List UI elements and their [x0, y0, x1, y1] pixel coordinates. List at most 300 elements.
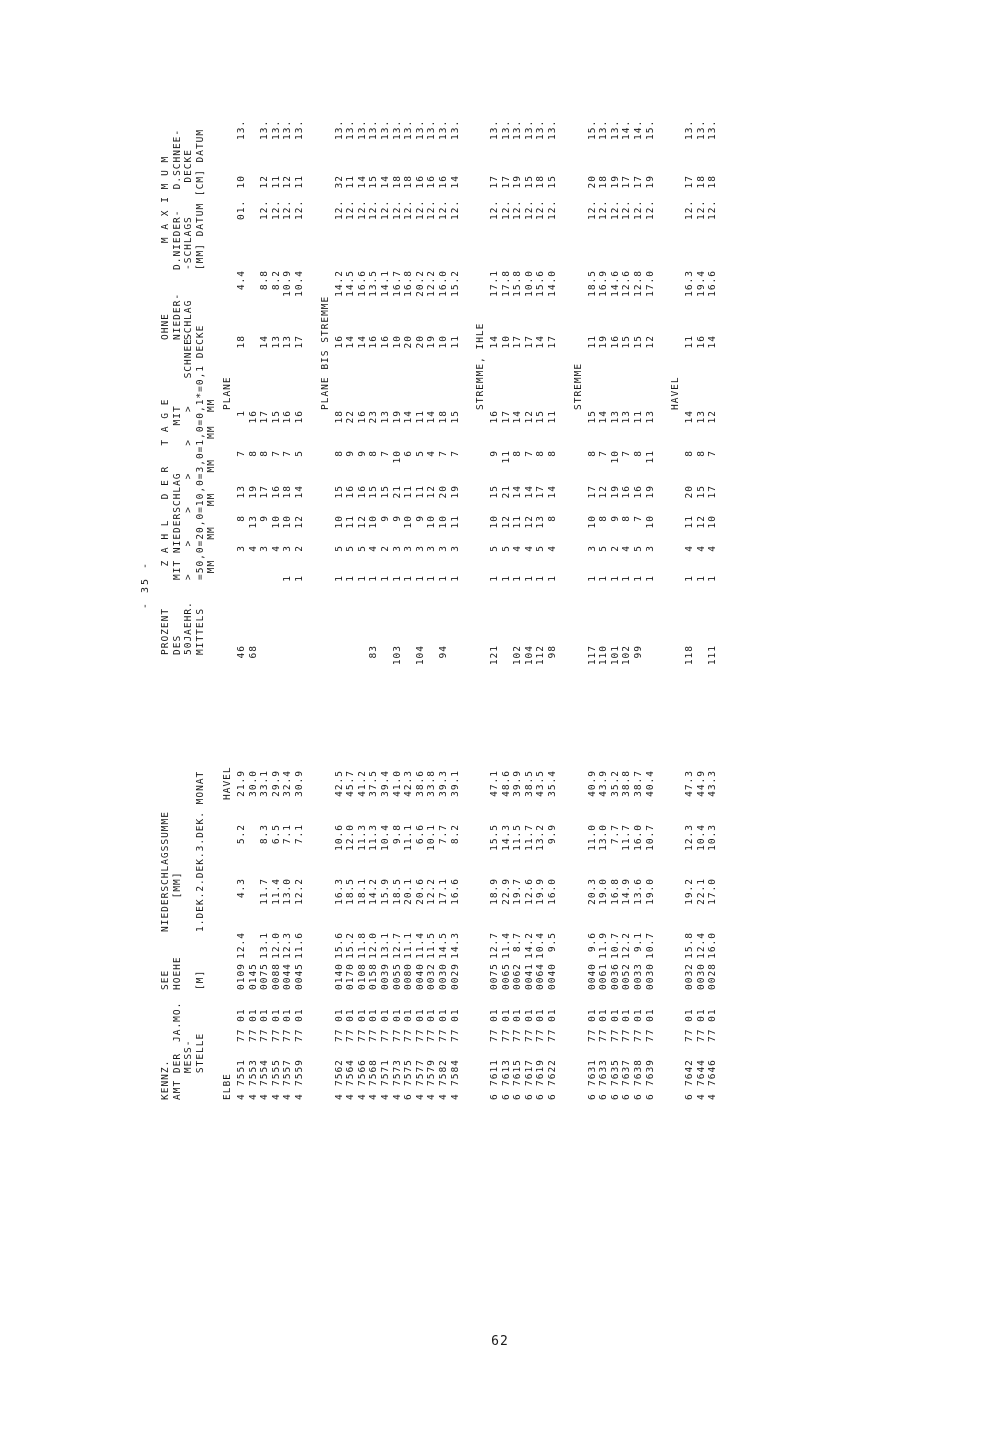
table-cell: 9 — [414, 515, 426, 522]
table-cell: 4 — [356, 1093, 368, 1100]
table-cell: 6 — [403, 1093, 415, 1100]
table-cell: 5 — [489, 545, 501, 552]
table-cell: 10 — [368, 515, 380, 529]
table-cell: 13.6 — [633, 878, 645, 905]
table-cell: 13. — [270, 119, 282, 140]
table-cell: 17.0 — [707, 878, 719, 905]
table-cell: 10 — [391, 450, 403, 464]
sub-section-label: HAVEL — [670, 376, 682, 410]
table-cell: 77 01 — [523, 1008, 535, 1042]
table-cell: 77 01 — [403, 1008, 415, 1042]
table-cell: 9.6 — [586, 932, 598, 953]
table-cell: 101 — [609, 645, 621, 666]
table-cell: 14 — [684, 410, 696, 424]
table-cell: 14.1 — [379, 270, 391, 297]
table-cell: 6.6 — [414, 824, 426, 845]
table-cell: 18 — [403, 175, 415, 189]
table-cell: 17 — [523, 335, 535, 349]
table-section — [320, 70, 462, 1100]
column-header-ohne-niederschlag: OHNE NIEDER- SCHLAG — [160, 292, 194, 340]
table-cell: 7637 — [621, 1059, 633, 1086]
table-cell: 14. — [633, 119, 645, 140]
table-cell: 13. — [489, 119, 501, 140]
table-cell: 38.7 — [633, 770, 645, 797]
table-cell: 7644 — [695, 1059, 707, 1086]
table-cell: 20 — [684, 485, 696, 499]
table-cell: 10 — [500, 335, 512, 349]
table-cell: 13. — [414, 119, 426, 140]
page-header: - 35 - — [140, 560, 151, 610]
table-cell: 11.1 — [403, 824, 415, 851]
table-cell: 18.5 — [345, 878, 357, 905]
table-cell: 3 — [391, 545, 403, 552]
table-cell: 9 — [379, 515, 391, 522]
table-row — [512, 70, 524, 1100]
table-cell: 11.7 — [259, 878, 271, 905]
table-row — [450, 70, 462, 1100]
table-cell: 16 — [489, 410, 501, 424]
table-cell: 77 01 — [270, 1008, 282, 1042]
table-cell: 20 — [414, 335, 426, 349]
table-cell: 12. — [426, 199, 438, 220]
table-cell: 7568 — [368, 1059, 380, 1086]
table-cell: 15. — [586, 119, 598, 140]
table-cell: 7 — [282, 450, 294, 457]
section-label-row — [475, 70, 489, 1100]
table-cell: 33.1 — [259, 770, 271, 797]
table-cell: 9 — [609, 515, 621, 522]
table-cell: 14 — [356, 335, 368, 349]
table-cell: 12. — [644, 199, 656, 220]
table-cell: 18.9 — [489, 878, 501, 905]
table-cell: 12. — [333, 199, 345, 220]
table-cell: 10 — [282, 515, 294, 529]
table-row — [345, 70, 357, 1100]
table-cell: 77 01 — [707, 1008, 719, 1042]
table-cell: 4 — [270, 1093, 282, 1100]
table-cell: 1 — [535, 575, 547, 582]
table-cell: 99 — [633, 645, 645, 659]
table-cell: 8 — [333, 450, 345, 457]
table-row — [535, 70, 547, 1100]
table-cell: 11.4 — [270, 878, 282, 905]
table-cell: 6 — [644, 1093, 656, 1100]
table-cell: 11 — [684, 335, 696, 349]
table-cell: 77 01 — [684, 1008, 696, 1042]
table-cell: 16 — [695, 335, 707, 349]
table-cell: 6 — [535, 1093, 547, 1100]
table-cell: 5 — [293, 450, 305, 457]
table-cell: 3 — [437, 545, 449, 552]
table-cell: 18 — [707, 175, 719, 189]
column-header-niederschlagssumme: NIEDERSCHLAGSSUMME [MM] 1.DEK.2.DEK.3.DEK. MONAT — [160, 770, 206, 932]
table-cell: 0064 — [535, 963, 547, 990]
table-cell: 0052 — [621, 963, 633, 990]
table-cell: 8.8 — [259, 270, 271, 291]
table-cell: 7562 — [333, 1059, 345, 1086]
table-cell: 10 — [489, 515, 501, 529]
table-cell: 5 — [535, 545, 547, 552]
table-cell: 12. — [633, 199, 645, 220]
table-cell: 7575 — [403, 1059, 415, 1086]
table-cell: 0041 — [523, 963, 535, 990]
table-cell: 7 — [379, 450, 391, 457]
table-cell: 16.0 — [547, 878, 559, 905]
table-cell: 14. — [621, 119, 633, 140]
table-cell: 16.9 — [598, 270, 610, 297]
table-cell: 16 — [356, 410, 368, 424]
table-cell: 7566 — [356, 1059, 368, 1086]
table-cell: 14.2 — [368, 878, 380, 905]
table-cell: 17.8 — [500, 270, 512, 297]
table-cell: 12.8 — [633, 270, 645, 297]
table-cell: 19 — [609, 485, 621, 499]
table-cell: 15.2 — [345, 932, 357, 959]
table-cell: 17 — [293, 335, 305, 349]
table-cell: 15 — [379, 485, 391, 499]
table-cell: 10.4 — [293, 270, 305, 297]
table-cell: 7639 — [644, 1059, 656, 1086]
table-cell: 9 — [259, 515, 271, 522]
table-cell: 16 — [368, 335, 380, 349]
table-cell: 16 — [379, 335, 391, 349]
table-cell: 21.9 — [236, 770, 247, 797]
table-cell: 104 — [523, 645, 535, 666]
table-cell: 20 — [437, 485, 449, 499]
column-header-zahl-der-tage: Z A H L D E R T A G E MIT NIEDERSCHLAG MIT > > > > > > SCHNEE- =50,0=20,0=10,0=3,0=1,0=0,1*=0,1 DECKE MM MM MM MM MM MM — [160, 324, 217, 580]
table-cell: 13. — [356, 119, 368, 140]
table-cell: 6 — [489, 1093, 501, 1100]
table-cell: 15 — [586, 410, 598, 424]
table-cell: 18.5 — [391, 878, 403, 905]
table-cell: 12.0 — [345, 824, 357, 851]
table-cell: 13. — [333, 119, 345, 140]
table-cell: 10 — [333, 515, 345, 529]
rotated-table-wrapper — [140, 70, 719, 1100]
table-row — [707, 70, 719, 1100]
table-cell: 0055 — [391, 963, 403, 990]
table-cell: 14 — [489, 335, 501, 349]
table-cell: 14.0 — [547, 270, 559, 297]
table-cell: 77 01 — [547, 1008, 559, 1042]
table-cell: 18 — [535, 175, 547, 189]
table-cell: 17.0 — [644, 270, 656, 297]
table-cell: 13. — [368, 119, 380, 140]
table-row — [368, 70, 380, 1100]
table-cell: 15.8 — [512, 270, 524, 297]
table-row — [426, 70, 438, 1100]
table-cell: 10 — [391, 335, 403, 349]
table-cell: 1 — [293, 575, 305, 582]
table-cell: 7646 — [707, 1059, 719, 1086]
table-cell: 10 — [437, 515, 449, 529]
table-cell: 98 — [547, 645, 559, 659]
table-cell: 6 — [598, 1093, 610, 1100]
table-cell: 4.3 — [236, 878, 247, 899]
table-cell: 7622 — [547, 1059, 559, 1086]
table-cell: 77 01 — [609, 1008, 621, 1042]
table-cell: 13 — [644, 410, 656, 424]
table-cell: 11 — [345, 175, 357, 189]
table-cell: 47.3 — [684, 770, 696, 797]
table-cell: 4 — [247, 545, 259, 552]
table-cell: 16 — [247, 410, 259, 424]
table-cell: 1 — [500, 575, 512, 582]
table-cell: 7.7 — [609, 824, 621, 845]
section-label-row — [320, 70, 334, 1100]
table-cell: 32 — [333, 175, 345, 189]
column-header-see-hoehe: SEE HOEHE [M] — [160, 956, 206, 990]
table-cell: 13 — [609, 410, 621, 424]
table-row — [415, 70, 427, 1100]
table-cell: 121 — [489, 645, 501, 666]
table-cell: 0039 — [379, 963, 391, 990]
table-cell: 0032 — [684, 963, 696, 990]
table-cell: 14 — [598, 410, 610, 424]
table-cell: 4 — [426, 1093, 438, 1100]
table-cell: 16 — [270, 485, 282, 499]
table-cell: 4 — [695, 545, 707, 552]
table-cell: 37.5 — [368, 770, 380, 797]
table-cell: 10.6 — [333, 824, 345, 851]
table-cell: 16.6 — [356, 270, 368, 297]
table-cell: 11 — [684, 515, 696, 529]
table-cell: 13. — [282, 119, 294, 140]
table-row — [587, 70, 599, 1100]
table-cell: 22 — [345, 410, 357, 424]
table-cell: 102 — [621, 645, 633, 666]
rotated-table — [140, 70, 719, 1100]
table-cell: 18 — [695, 175, 707, 189]
table-cell: 7 — [598, 450, 610, 457]
table-cell: 4 — [414, 1093, 426, 1100]
table-cell: 7584 — [449, 1059, 461, 1086]
table-cell: 1 — [598, 575, 610, 582]
table-cell: 7579 — [426, 1059, 438, 1086]
table-cell: 7554 — [259, 1059, 271, 1086]
table-cell: 43.9 — [598, 770, 610, 797]
table-cell: 38.6 — [414, 770, 426, 797]
table-cell: 7635 — [609, 1059, 621, 1086]
table-cell: 77 01 — [695, 1008, 707, 1042]
table-cell: 12 — [523, 515, 535, 529]
table-cell: 4 — [512, 545, 524, 552]
table-cell: 13. — [598, 119, 610, 140]
table-cell: 1 — [547, 575, 559, 582]
table-cell: 16 — [333, 335, 345, 349]
table-cell: 14 — [449, 175, 461, 189]
table-row — [392, 70, 404, 1100]
table-cell: 12 — [707, 410, 719, 424]
table-cell: 12. — [500, 199, 512, 220]
table-cell: 0040 — [586, 963, 598, 990]
table-cell: 4 — [523, 545, 535, 552]
table-cell: 4 — [345, 1093, 357, 1100]
table-cell: 8.2 — [270, 270, 282, 291]
table-cell: 4 — [547, 545, 559, 552]
table-cell: 16 — [345, 485, 357, 499]
table-cell: 43.5 — [535, 770, 547, 797]
table-cell: 10.3 — [707, 824, 719, 851]
table-cell: 77 01 — [535, 1008, 547, 1042]
section-label-row — [670, 70, 684, 1100]
table-cell: 20 — [586, 175, 598, 189]
table-cell: 7559 — [293, 1059, 305, 1086]
table-cell: 11.7 — [523, 824, 535, 851]
table-cell: 5.2 — [236, 824, 247, 845]
table-cell: 16 — [293, 410, 305, 424]
table-row — [403, 70, 415, 1100]
table-cell: 20.2 — [414, 270, 426, 297]
table-cell: 11 — [414, 485, 426, 499]
table-cell: 7611 — [489, 1059, 501, 1086]
table-cell: 5 — [500, 545, 512, 552]
table-cell: 15.9 — [379, 878, 391, 905]
table-cell: 0109 — [236, 963, 247, 990]
table-cell: 12. — [609, 199, 621, 220]
table-row — [501, 70, 513, 1100]
table-cell: 23 — [368, 410, 380, 424]
table-cell: 11.5 — [512, 824, 524, 851]
table-cell: 5 — [598, 545, 610, 552]
table-cell: 12. — [414, 199, 426, 220]
table-cell: 12 — [644, 335, 656, 349]
table-cell: 6.5 — [270, 824, 282, 845]
table-cell: 1 — [236, 410, 247, 417]
table-cell: 9 — [391, 515, 403, 522]
table-cell: 12. — [586, 199, 598, 220]
table-cell: 3 — [586, 545, 598, 552]
table-cell: 4 — [684, 545, 696, 552]
table-cell: 19.4 — [695, 270, 707, 297]
table-cell: 14.2 — [523, 932, 535, 959]
table-cell: 11 — [403, 485, 415, 499]
table-cell: 17 — [512, 335, 524, 349]
table-cell: 5 — [345, 545, 357, 552]
table-cell: 10 — [426, 515, 438, 529]
table-cell: 01. — [236, 199, 247, 220]
table-cell: 0033 — [633, 963, 645, 990]
river-label: HAVEL — [222, 766, 233, 800]
table-cell: 12 — [282, 175, 294, 189]
table-cell: 0030 — [695, 963, 707, 990]
table-cell: 1 — [356, 575, 368, 582]
table-cell: 6 — [403, 450, 415, 457]
table-cell: 8 — [547, 450, 559, 457]
table-cell: 83 — [368, 645, 380, 659]
table-cell: 13. — [707, 119, 719, 140]
table-cell: 77 01 — [621, 1008, 633, 1042]
table-cell: 6 — [523, 1093, 535, 1100]
table-cell: 0030 — [437, 963, 449, 990]
table-cell: 12. — [379, 199, 391, 220]
table-cell: 7642 — [684, 1059, 696, 1086]
table-cell: 0075 — [259, 963, 271, 990]
table-cell: 18 — [236, 335, 247, 349]
table-cell: 7 — [633, 515, 645, 522]
table-cell: 11.6 — [293, 932, 305, 959]
table-cell: 11 — [449, 515, 461, 529]
table-cell: 7 — [270, 450, 282, 457]
table-cell: 14.3 — [449, 932, 461, 959]
table-cell: 32.4 — [282, 770, 294, 797]
table-cell: 13 — [379, 410, 391, 424]
table-cell: 12. — [547, 199, 559, 220]
table-cell: 14.2 — [333, 270, 345, 297]
table-cell: 17 — [547, 335, 559, 349]
table-row — [259, 70, 271, 1100]
section-label-row — [222, 70, 236, 1100]
table-cell: 117 — [586, 645, 598, 666]
table-cell: 77 01 — [500, 1008, 512, 1042]
table-cell: 19 — [644, 485, 656, 499]
table-cell: 10.7 — [644, 932, 656, 959]
table-cell: 18 — [598, 175, 610, 189]
table-cell: 0036 — [609, 963, 621, 990]
table-cell: 5 — [333, 545, 345, 552]
table-cell: 14 — [403, 410, 415, 424]
table-cell: 15.6 — [333, 932, 345, 959]
table-cell: 15. — [644, 119, 656, 140]
table-cell: 13. — [695, 119, 707, 140]
sub-section-label: STREMME — [572, 362, 584, 410]
table-cell: 8 — [236, 515, 247, 522]
table-cell: 118 — [684, 645, 696, 666]
table-cell: 13. — [523, 119, 535, 140]
table-row — [334, 70, 346, 1100]
table-cell: 4 — [333, 1093, 345, 1100]
table-cell: 15 — [333, 485, 345, 499]
table-cell: 1 — [684, 575, 696, 582]
table-cell: 17.1 — [437, 878, 449, 905]
table-cell: 42.3 — [403, 770, 415, 797]
table-cell: 19 — [644, 175, 656, 189]
table-row — [684, 70, 696, 1100]
table-cell: 10 — [270, 515, 282, 529]
table-cell: 4 — [426, 450, 438, 457]
table-cell: 12.2 — [621, 932, 633, 959]
table-cell: 13. — [259, 119, 271, 140]
table-row — [236, 70, 248, 1100]
table-cell: 46 — [236, 645, 247, 659]
table-cell: 12. — [684, 199, 696, 220]
table-cell: 13. — [345, 119, 357, 140]
table-cell: 4 — [368, 1093, 380, 1100]
table-row — [598, 70, 610, 1100]
table-cell: 19 — [391, 410, 403, 424]
table-cell: 0108 — [356, 963, 368, 990]
table-cell: 7.7 — [437, 824, 449, 845]
table-cell: 14 — [547, 485, 559, 499]
table-cell: 15 — [695, 485, 707, 499]
table-cell: 12. — [449, 199, 461, 220]
table-cell: 77 01 — [379, 1008, 391, 1042]
table-cell: 35.4 — [547, 770, 559, 797]
table-row — [610, 70, 622, 1100]
table-cell: 13. — [379, 119, 391, 140]
table-cell: 0145 — [247, 963, 259, 990]
table-cell: 77 01 — [293, 1008, 305, 1042]
table-cell: 7 — [449, 450, 461, 457]
table-cell: 16.3 — [333, 878, 345, 905]
table-cell: 10.7 — [609, 932, 621, 959]
table-cell: 17 — [259, 410, 271, 424]
table-cell: 13. — [547, 119, 559, 140]
table-cell: 11 — [644, 450, 656, 464]
table-cell: 1 — [707, 575, 719, 582]
table-cell: 10 — [707, 515, 719, 529]
table-cell: 5 — [414, 450, 426, 457]
